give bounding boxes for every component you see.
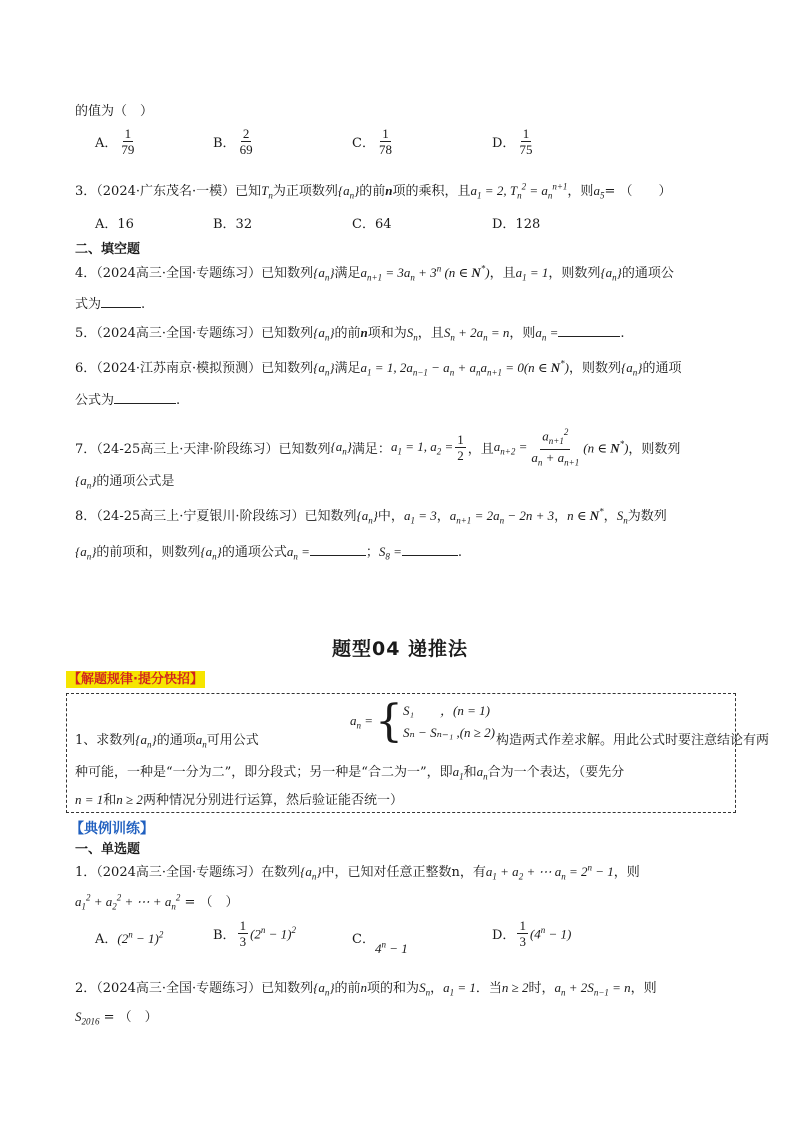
option-c-label: C．	[352, 136, 375, 151]
question-6-line2: 公式为 .	[75, 393, 181, 408]
option-d	[492, 126, 536, 157]
option-a	[95, 126, 138, 157]
example-2: 2．（2024高三·全国·专题练习）已知数列$\{a_n\}$的前n项的和为$S_n$，$a_1 = 1$．当n ≥ 2时，$a_n + 2S_{n-1} = n$，则	[75, 980, 657, 998]
option-d-label: D．	[492, 136, 516, 151]
question-8-line2: $\{a_n\}$的前项和，则数列$\{a_n\}$的通项公式$a_n$ = ；$S_8$ = .	[75, 544, 463, 562]
question-5: 5．（2024高三·全国·专题练习）已知数列$\{a_n\}$的前n项和为$S_n$，且$S_n + 2a_n = n$，则$a_n$ = .	[75, 325, 625, 343]
answer-blank[interactable]	[101, 296, 141, 308]
option-b-fraction: $\frac{2}{69}$	[239, 126, 253, 157]
section-single-choice: 一、单选题	[75, 842, 141, 857]
tip-line-1: 1、求数列$\{a_n\}$的通项$a_n$可用公式	[75, 732, 259, 750]
example-2-line2: $S_{2016}$ = （ ）	[75, 1009, 158, 1027]
tip-line-2: 种可能，一种是“一分为二”，即分段式；另一种是“合二为一”，即$a_1$和$a_n$合为一个表达，（要先分	[75, 764, 625, 782]
tip-tag: 【解题规律·提分快招】	[68, 672, 203, 687]
question-7: 7．（24-25高三上·天津·阶段练习）已知数列 $\{a_n\}$ 满足： $a_1 = 1$, $a_2$ = $\frac{1}{2}$ ，且 $a_{n+2}$ = $\frac{a_{n+1}^2}{a_n + a_{n+1}}$ (n ∈ N*) ，则数列	[75, 427, 681, 468]
q3-option-a: A．16	[95, 217, 134, 232]
question-8: 8．（24-25高三上·宁夏银川·阶段练习）已知数列$\{a_n\}$中，$a_1 = 3$，$a_{n+1} = 2a_n - 2n + 3$，n ∈ N*，$S_n$为数列	[75, 506, 667, 526]
tip-line-1-end: 构造两式作差求解。用此公式时要注意结论有两	[496, 733, 770, 748]
e1-option-c: C．$4^n - 1$	[352, 932, 408, 956]
option-d-fraction: $\frac{1}{75}$	[519, 126, 533, 157]
section-title: 题型04 递推法	[331, 638, 469, 660]
question-2-tail: 的值为（ ）	[75, 104, 154, 119]
question-7-line2: $\{a_n\}$的通项公式是	[75, 473, 175, 491]
answer-blank[interactable]	[310, 544, 366, 556]
q3-option-c: C．64	[352, 217, 392, 232]
option-b-label: B．	[213, 136, 236, 151]
question-4: 4．（2024高三·全国·专题练习）已知数列$\{a_n\}$满足$a_{n+1} = 3a_n + 3^n$ (n ∈ N*)，且$a_1 = 1$，则数列$\{a_n\}$的通项公	[75, 263, 674, 283]
question-4-line2: 式为 .	[75, 297, 146, 312]
answer-blank[interactable]	[114, 392, 176, 404]
example-1: 1．（2024高三·全国·专题练习）在数列$\{a_n\}$中，已知对任意正整数n，有$a_1 + a_2$ + ⋯ $a_n = 2^n - 1$，则	[75, 862, 640, 882]
e1-option-b: B． $\frac{1}{3}$ $(2^n - 1)^2$	[213, 918, 297, 949]
question-6: 6．（2024·江苏南京·模拟预测）已知数列$\{a_n\}$满足$a_1 = 1$, $2a_{n-1} - a_n + a_na_{n+1} = 0(n$ ∈ N*)，则数列$\{a_n\}$的通项	[75, 358, 682, 378]
e1-option-d: D． $\frac{1}{3}$ $(4^n - 1)$	[492, 918, 572, 949]
q3-option-b: B．32	[213, 217, 253, 232]
option-b	[213, 126, 257, 157]
option-c-fraction: $\frac{1}{78}$	[378, 126, 392, 157]
q3-option-d: D．128	[492, 217, 541, 232]
question-3: 3．（2024·广东茂名·一模）已知$T_n$为正项数列$\{a_n\}$的前n项的乘积，且$a_1 = 2$, $T_n^2 = a_n^{n+1}$，则$a_5=$ （ ）	[75, 181, 672, 201]
example-1-line2: $a_1^2 + a_2^2$ + ⋯ + $a_n^2$ = （ ）	[75, 892, 239, 912]
section-fill-in: 二、填空题	[75, 242, 141, 257]
option-a-fraction: $\frac{1}{79}$	[121, 126, 135, 157]
e1-option-a: A．$(2^n - 1)^2$	[95, 929, 164, 947]
example-heading: 【典例训练】	[70, 821, 154, 837]
option-a-label: A．	[95, 136, 118, 151]
piecewise-formula: $a_n$ = { S₁ ，(n = 1) Sₙ − Sₙ₋₁ ,(n ≥ 2)	[350, 696, 496, 747]
option-c	[352, 126, 396, 157]
answer-blank[interactable]	[558, 325, 620, 337]
tip-line-3: n = 1和n ≥ 2两种情况分别进行运算，然后验证能否统一）	[75, 792, 403, 808]
answer-blank[interactable]	[402, 544, 458, 556]
